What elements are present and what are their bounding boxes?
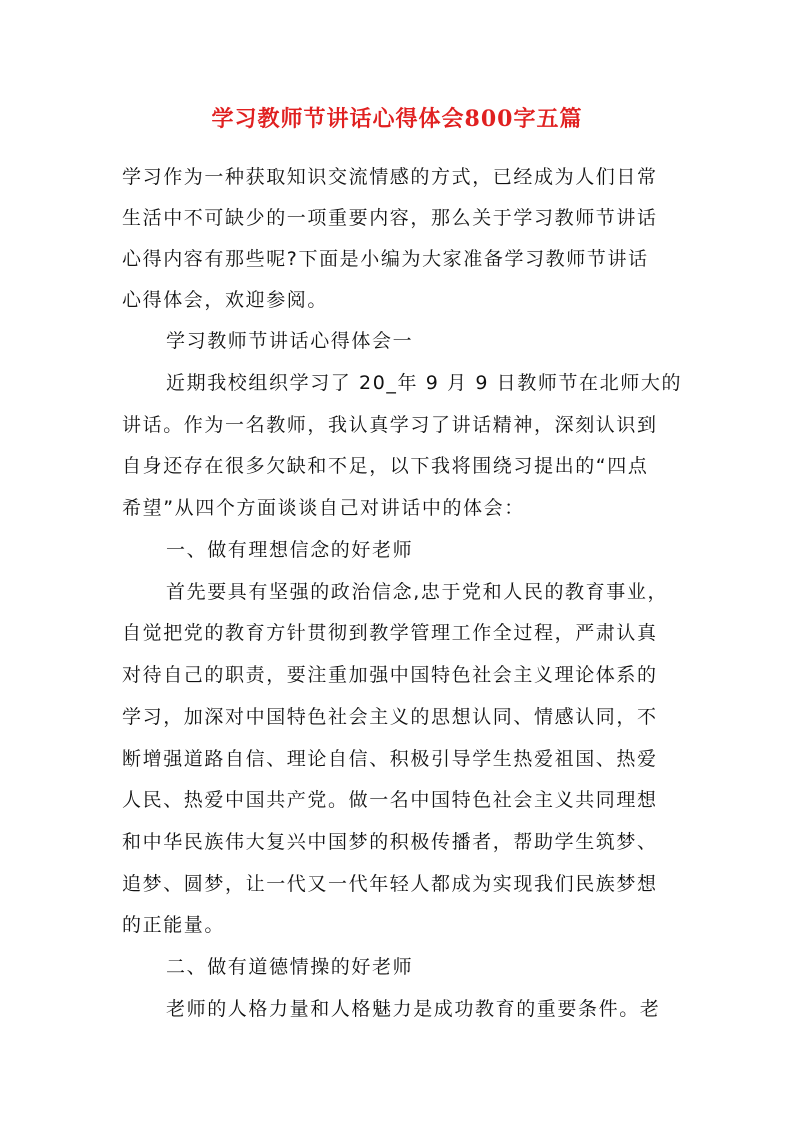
section-heading: 学习教师节讲话心得体会一 <box>166 330 414 352</box>
document-title: 学习教师节讲话心得体会800字五篇 <box>211 106 583 132</box>
section-heading: 二、做有道德情操的好老师 <box>166 956 414 978</box>
paragraph-line: 心得体会，欢迎参阅。 <box>122 289 329 311</box>
paragraph-line: 希望”从四个方面谈谈自己对讲话中的体会： <box>122 497 525 519</box>
paragraph-line: 人民、热爱中国共产党。做一名中国特色社会主义共同理想 <box>122 789 658 811</box>
paragraph-line: 讲话。作为一名教师，我认真学习了讲话精神，深刻认识到 <box>122 414 658 436</box>
paragraph-line: 断增强道路自信、理论自信、积极引导学生热爱祖国、热爱 <box>122 748 658 770</box>
paragraph-line: 心得内容有那些呢?下面是小编为大家准备学习教师节讲话 <box>122 248 649 270</box>
paragraph-line: 学习作为一种获取知识交流情感的方式，已经成为人们日常 <box>122 166 658 188</box>
paragraph-line: 自觉把党的教育方针贯彻到教学管理工作全过程，严肃认真 <box>122 622 658 644</box>
paragraph-line: 和中华民族伟大复兴中国梦的积极传播者，帮助学生筑梦、 <box>122 831 658 853</box>
paragraph-line: 生活中不可缺少的一项重要内容，那么关于学习教师节讲话 <box>122 207 658 229</box>
paragraph-line: 对待自己的职责，要注重加强中国特色社会主义理论体系的 <box>122 664 658 686</box>
section-heading: 一、做有理想信念的好老师 <box>166 539 414 561</box>
paragraph-line: 追梦、圆梦，让一代又一代年轻人都成为实现我们民族梦想 <box>122 873 658 895</box>
paragraph-line: 首先要具有坚强的政治信念,忠于党和人民的教育事业， <box>166 581 669 603</box>
paragraph-line: 老师的人格力量和人格魅力是成功教育的重要条件。老 <box>166 998 661 1020</box>
paragraph-line: 的正能量。 <box>122 914 226 936</box>
paragraph-line: 近期我校组织学习了 20_年 9 月 9 日教师节在北师大的 <box>166 372 683 394</box>
paragraph-line: 学习，加深对中国特色社会主义的思想认同、情感认同，不 <box>122 706 658 728</box>
paragraph-line: 自身还存在很多欠缺和不足，以下我将围绕习提出的“四点 <box>122 455 649 477</box>
